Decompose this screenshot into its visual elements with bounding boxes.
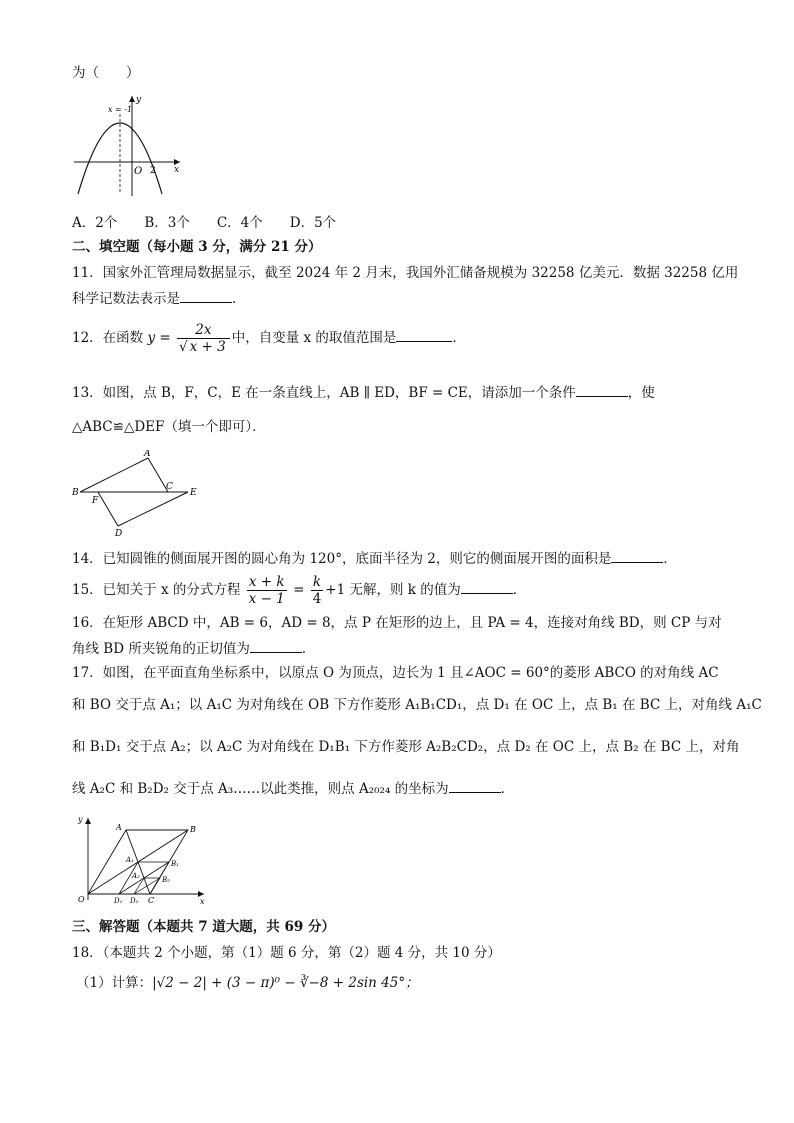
- origin-label: O: [134, 166, 143, 177]
- q13-line1: [72, 384, 655, 402]
- q13-figure: [70, 450, 210, 540]
- answer-blank: [449, 780, 501, 793]
- fig-B2: B₂: [162, 876, 170, 884]
- q11-line2-text: 科学记数法表示是: [72, 291, 180, 307]
- section2-title: 二、填空题（每小题 3 分，满分 21 分）: [72, 239, 322, 255]
- answer-blank: [250, 640, 302, 653]
- y-axis-label: y: [136, 95, 142, 105]
- answer-blank: [611, 550, 663, 563]
- q15-den2: 4: [312, 591, 322, 607]
- fig-O: O: [78, 895, 85, 904]
- q16-end: ．: [301, 641, 316, 657]
- fig-C: C: [148, 896, 155, 905]
- q15-fraction-right: [311, 574, 324, 607]
- q13-text: 13．如图，点 B，F，C，E 在一条直线上，AB ∥ ED，BF = CE，请添加一个条件: [72, 385, 576, 401]
- q17-line4: [72, 780, 514, 798]
- q13-line2: △ABC≌△DEF（填一个即可）．: [72, 419, 266, 435]
- q15-plus: +1 无解，则 k 的值为: [325, 582, 461, 598]
- section3-title: 三、解答题（本题共 7 道大题，共 69 分）: [72, 919, 335, 935]
- q12-denominator: √ x + 3: [179, 339, 226, 355]
- fig-B1: B₁: [171, 860, 179, 868]
- q16-line2: [72, 640, 315, 658]
- q18-sub1-label: （1）计算：: [76, 975, 153, 991]
- answer-blank: [180, 290, 232, 303]
- label-C: C: [166, 482, 173, 492]
- q12-radicand: x + 3: [189, 339, 226, 355]
- q15-num2: k: [311, 574, 324, 591]
- x-axis-label: x: [174, 165, 180, 175]
- q17-line3: 和 B₁D₁ 交于点 A₂；以 A₂C 为对角线在 D₁B₁ 下方作菱形 A₂B₂CD₂，点 D₂ 在 OC 上，点 B₂ 在 BC 上，对角: [72, 739, 740, 755]
- q10-options: A．2个 B．3个 C．4个 D．5个: [72, 215, 337, 231]
- q16-line1: 16．在矩形 ABCD 中，AB = 6，AD = 8，点 P 在矩形的边上，且 PA = 4，连接对角线 BD，则 CP 与对: [72, 615, 722, 631]
- q13-tail: ，使: [627, 385, 655, 401]
- q11-end: ．: [232, 291, 246, 307]
- two-label: 2: [150, 166, 156, 176]
- q17-line1: 17．如图，在平面直角坐标系中，以原点 O 为顶点，边长为 1 且∠AOC = 60°的菱形 ABCO 的对角线 AC: [72, 665, 719, 681]
- q15-den1: x − 1: [248, 591, 285, 607]
- q14-text: 14．已知圆锥的侧面展开图的圆心角为 120°，底面半径为 2，则它的侧面展开图的面积是: [72, 551, 612, 567]
- q12-numerator: 2x: [177, 322, 230, 339]
- fig-A: A: [116, 823, 122, 832]
- q15-fraction-left: [247, 574, 287, 607]
- parabola-graph: [70, 92, 190, 202]
- q18-line1: 18．（本题共 2 个小题，第（1）题 6 分，第（2）题 4 分，共 10 分）: [72, 945, 501, 961]
- q12-line: [72, 318, 466, 358]
- q12-pre: 12．在函数: [72, 330, 144, 346]
- q12-post: 中，自变量 x 的取值范围是: [231, 330, 397, 346]
- label-B: B: [72, 488, 79, 498]
- q11-line2: [72, 290, 246, 308]
- answer-blank: [461, 581, 513, 594]
- q15-end: ．: [512, 582, 527, 598]
- q18-sub1-expr: |√2 − 2| + (3 − π)⁰ − ∛−8 + 2sin 45°；: [152, 975, 419, 991]
- label-E: E: [190, 488, 197, 498]
- label-F: F: [92, 496, 99, 506]
- fig-A2: A₂: [132, 872, 140, 880]
- q16-text: 角线 BD 所夹锐角的正切值为: [72, 641, 250, 657]
- fig-D2: D₂: [130, 897, 139, 905]
- q11-line1: 11．国家外汇管理局数据显示，截至 2024 年 2 月末，我国外汇储备规模为 32258 亿美元．数据 32258 亿用: [72, 265, 739, 281]
- axis-line-label: x = -1: [108, 105, 133, 114]
- answer-blank: [396, 329, 452, 342]
- fig-y: y: [78, 815, 83, 824]
- q17-end: ．: [500, 781, 515, 797]
- q15-eq: =: [293, 582, 305, 598]
- q10-tail: 为（ ）: [72, 65, 140, 81]
- q15-num1: x + k: [247, 574, 287, 591]
- fig-B: B: [190, 825, 196, 834]
- fig-A1: A₁: [126, 856, 134, 864]
- q15-line: [72, 570, 526, 610]
- q17-line2: 和 BO 交于点 A₁；以 A₁C 为对角线在 OB 下方作菱形 A₁B₁CD₁，点 D₁ 在 OC 上，点 B₁ 在 BC 上，对角线 A₁C: [72, 697, 762, 713]
- q12-end: ．: [452, 330, 466, 346]
- q17-figure: [72, 812, 212, 906]
- q12-fraction: [177, 322, 230, 355]
- fig-D1: D₁: [114, 897, 123, 905]
- label-D: D: [115, 529, 123, 539]
- q14-line: [72, 550, 677, 568]
- answer-blank: [576, 384, 628, 397]
- label-A: A: [144, 450, 151, 459]
- q17-text: 线 A₂C 和 B₂D₂ 交于点 A₃……以此类推，则点 A₂₀₂₄ 的坐标为: [72, 781, 449, 797]
- q14-end: ．: [663, 551, 677, 567]
- q18-sub1: [76, 974, 419, 992]
- q15-pre: 15．已知关于 x 的分式方程: [72, 582, 241, 598]
- fig-x: x: [200, 897, 205, 906]
- q12-y: y =: [147, 330, 171, 346]
